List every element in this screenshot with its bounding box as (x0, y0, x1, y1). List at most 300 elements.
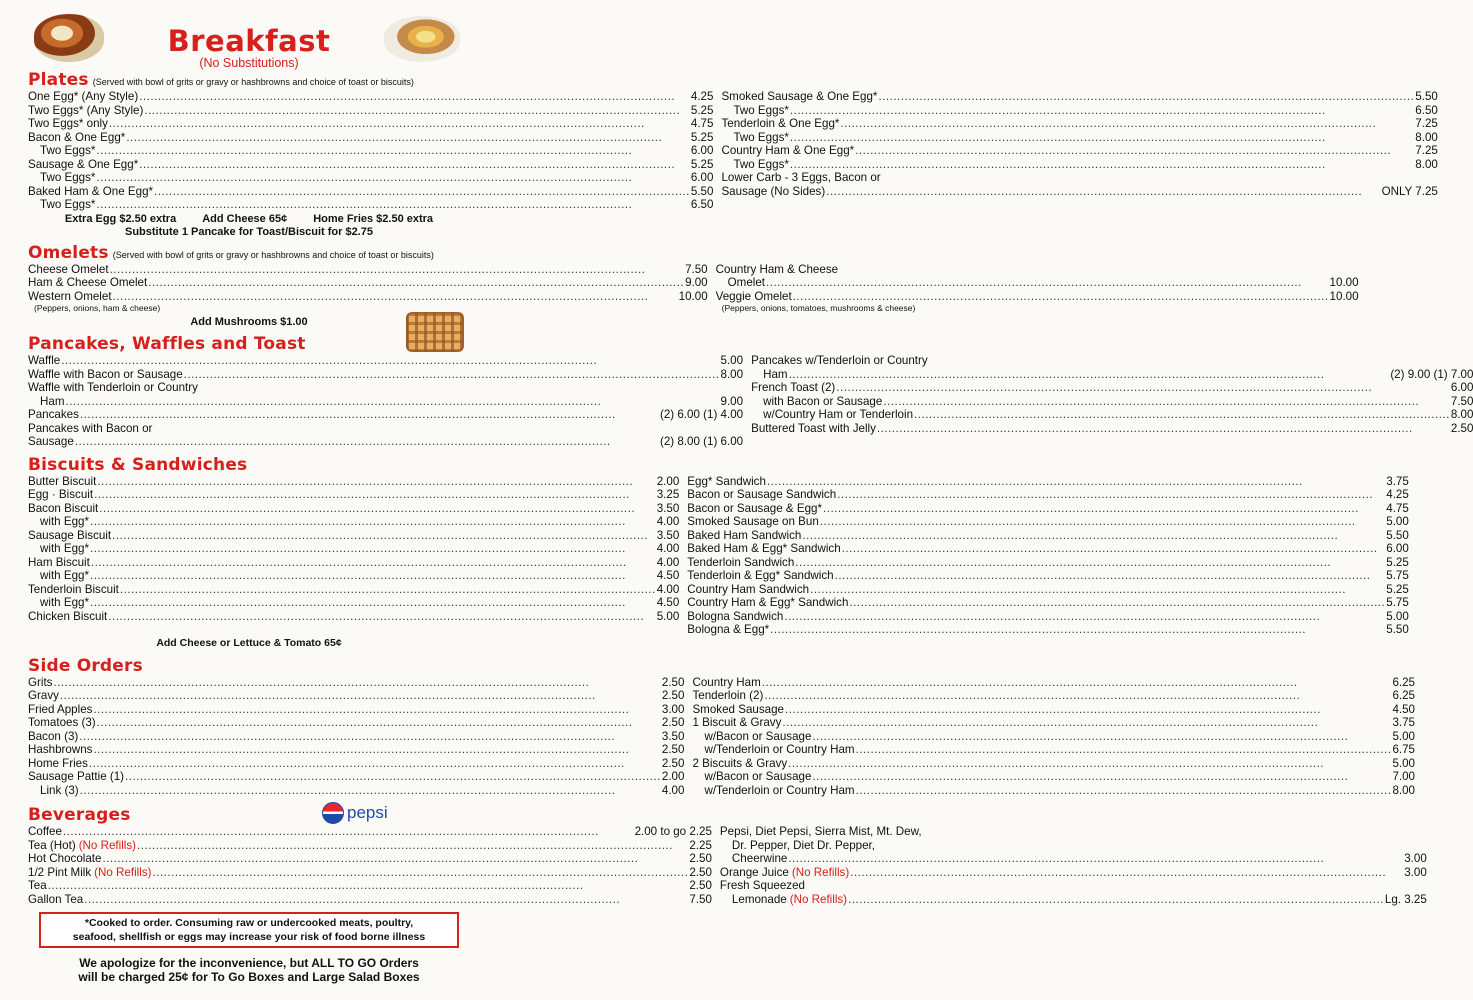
item-name: 1 Biscuit & Gravy (692, 716, 782, 729)
section-title: Beverages (28, 805, 131, 825)
item-name: Country Ham Sandwich (687, 582, 810, 596)
menu-item (751, 408, 1473, 422)
menu-item (687, 610, 1409, 624)
menu-item (692, 757, 1415, 771)
menu-item (28, 770, 684, 784)
menu-item (687, 515, 1409, 529)
no-refills-note: (No Refills) (791, 865, 850, 879)
item-name: Tenderloin & One Egg* (721, 117, 840, 130)
item-name: w/Tenderloin or Country Ham (704, 783, 855, 797)
item-price: 2.50 (689, 852, 712, 865)
dot-leader (93, 743, 660, 757)
menu-item (720, 879, 1427, 893)
dot-leader (770, 623, 1385, 637)
dot-leader (60, 689, 661, 703)
item-price: 3.75 (1392, 716, 1416, 729)
header (28, 0, 470, 68)
item-price: 5.00 (1386, 515, 1409, 528)
dot-leader (90, 542, 656, 556)
dot-leader (91, 556, 656, 570)
menu-item (28, 583, 679, 597)
item-price: 4.00 (656, 542, 680, 555)
item-price: (2) 8.00 (1) 6.00 (659, 435, 744, 448)
item-name: Coffee (28, 825, 62, 838)
item-price: 3.00 (661, 702, 685, 716)
item-price: 6.50 (1415, 103, 1438, 117)
item-name: Home Fries (28, 756, 88, 770)
item-name: Baked Ham Sandwich (687, 528, 802, 542)
dot-leader (65, 395, 719, 409)
item-price: 2.50 (689, 865, 712, 879)
item-name: Sausage Biscuit (28, 528, 112, 542)
warning-line-1: *Cooked to order. Consuming raw or undercooked meats, poultry, (84, 917, 414, 929)
section-note: (Served with bowl of grits or gravy or hashbrowns and choice of toast or biscuits) (92, 77, 414, 87)
pancakes-section (28, 334, 1473, 449)
item-price: 4.50 (1392, 702, 1416, 716)
menu-item (28, 475, 679, 489)
item-price: 7.00 (1392, 770, 1416, 783)
menu-item (28, 90, 713, 104)
item-name: Pancakes (28, 408, 79, 421)
item-price: 7.50 (685, 262, 708, 276)
pancakes-left-column (28, 354, 743, 449)
item-name: Sausage (28, 435, 74, 448)
omelets-right-column (716, 263, 1359, 304)
item-price: 3.50 (656, 501, 680, 515)
menu-item (687, 583, 1409, 597)
item-name: Bologna Sandwich (687, 609, 784, 623)
menu-item (28, 610, 679, 624)
menu-item (28, 290, 708, 304)
page-subtitle: (No Substitutions) (199, 56, 299, 70)
item-name: Two Eggs* only (28, 117, 108, 130)
item-price: 2.25 (689, 838, 712, 852)
omelets-left-column (28, 263, 708, 304)
menu-item (28, 117, 713, 131)
item-price: 6.00 (690, 171, 714, 184)
menu-item (28, 839, 712, 853)
dot-leader (820, 515, 1385, 529)
item-price: 4.25 (1386, 488, 1409, 501)
biscuits-section (28, 454, 1409, 650)
dot-leader (855, 144, 1414, 158)
menu-item (751, 422, 1473, 436)
item-name: Bacon (3) (28, 729, 79, 743)
item-name: Sausage & One Egg* (28, 157, 139, 171)
dot-leader (96, 144, 689, 158)
dot-leader (80, 408, 659, 422)
dot-leader (790, 131, 1414, 145)
section-note: (Served with bowl of grits or gravy or hashbrowns and choice of toast or biscuits) (112, 249, 434, 260)
item-price: (2) 9.00 (1) 7.00 (1390, 367, 1473, 381)
menu-item (721, 185, 1437, 199)
dot-leader (94, 488, 656, 502)
item-price: 2.50 (661, 743, 685, 756)
item-price: 6.50 (690, 198, 714, 211)
no-refills-note: (No Refills) (78, 838, 137, 852)
menu-item (28, 435, 743, 449)
item-price: ONLY 7.25 (1381, 184, 1438, 198)
item-price: 6.00 (690, 144, 714, 157)
veggie-omelet-note: (Peppers, onions, tomatoes, mushrooms & cheese) (721, 303, 916, 313)
menu-item (28, 381, 743, 395)
menu-item (692, 784, 1415, 798)
dot-leader (823, 502, 1385, 516)
menu-item (716, 290, 1359, 304)
item-price: 2.00 (661, 770, 685, 783)
item-price: 6.75 (1392, 743, 1416, 756)
item-price: 4.00 (656, 515, 680, 528)
menu-item (28, 515, 679, 529)
dot-leader (764, 689, 1391, 703)
no-refills-note: (No Refills) (94, 865, 152, 879)
menu-item (751, 395, 1473, 409)
menu-item (28, 408, 743, 422)
item-price: 5.00 (1392, 756, 1416, 770)
item-name: One Egg* (Any Style) (28, 90, 139, 103)
menu-item (28, 866, 712, 880)
menu-item (687, 502, 1409, 516)
dot-leader (137, 839, 688, 853)
dot-leader (767, 475, 1385, 489)
menu-item (687, 569, 1409, 583)
dot-leader (96, 171, 689, 185)
beverages-section (28, 805, 1427, 906)
item-name: Tenderloin Sandwich (687, 555, 795, 569)
menu-item (751, 354, 1473, 368)
item-price: 7.50 (689, 892, 712, 906)
item-price: 5.25 (690, 103, 714, 117)
dot-leader (766, 276, 1329, 290)
menu-item (692, 676, 1415, 690)
item-price: 5.25 (690, 130, 714, 144)
item-price: 4.50 (656, 596, 680, 609)
dot-leader (793, 290, 1329, 304)
item-price: 3.50 (656, 528, 680, 542)
item-price: 5.50 (690, 184, 714, 198)
dot-leader (789, 368, 1390, 382)
item-price: 5.75 (1386, 596, 1409, 609)
dot-leader (914, 408, 1450, 422)
menu-item (692, 703, 1415, 717)
item-name: Gravy (28, 689, 59, 702)
menu-item (721, 158, 1437, 172)
item-price: 2.50 (661, 756, 685, 770)
omelets-section (28, 242, 1359, 330)
item-price: 4.00 (661, 783, 685, 797)
menu-item (28, 276, 708, 290)
item-price: 10.00 (1329, 276, 1359, 289)
item-name: Egg* Sandwich (687, 474, 766, 488)
dot-leader (153, 866, 689, 880)
item-price: 5.00 (720, 354, 744, 367)
dot-leader (840, 117, 1414, 131)
item-name: Waffle with Bacon or Sausage (28, 367, 183, 381)
dot-leader (790, 158, 1414, 172)
menu-item (28, 893, 712, 907)
dot-leader (63, 825, 634, 839)
dot-leader (802, 529, 1385, 543)
item-price: 8.00 (1415, 130, 1438, 144)
item-name: Tenderloin Biscuit (28, 582, 119, 596)
menu-item (721, 90, 1437, 104)
menu-item (692, 730, 1415, 744)
item-name: Cheerwine (731, 852, 788, 865)
menu-item (716, 263, 1359, 277)
dot-leader (99, 502, 655, 516)
menu-item (692, 743, 1415, 757)
item-price: 6.25 (1392, 675, 1416, 689)
plates-section (28, 70, 1438, 239)
dot-leader (856, 743, 1392, 757)
warning-line-2: seafood, shellfish or eggs may increase your risk of food borne illness (72, 931, 426, 943)
menu-item (692, 689, 1415, 703)
menu-item (28, 556, 679, 570)
item-price: 7.25 (1415, 117, 1438, 130)
menu-item (28, 703, 684, 717)
menu-item (720, 866, 1427, 880)
item-name: Bacon & One Egg* (28, 130, 126, 144)
menu-item (28, 569, 679, 583)
no-refills-note: (No Refills) (789, 892, 848, 906)
dot-leader (812, 770, 1391, 784)
item-price: 10.00 (1329, 289, 1359, 303)
dot-leader (89, 757, 661, 771)
item-name: w/Tenderloin or Country Ham (704, 743, 855, 756)
dot-leader (784, 610, 1385, 624)
item-price: 6.00 (1386, 542, 1409, 555)
to-go-line-2: will be charged 25¢ for To Go Boxes and Large Salad Boxes (78, 970, 420, 984)
menu-item (28, 171, 713, 185)
item-price: 4.75 (1386, 501, 1409, 515)
menu-item (687, 488, 1409, 502)
item-price: 2.50 (1450, 421, 1473, 435)
dot-leader (788, 852, 1403, 866)
item-name: Smoked Sausage on Bun (687, 515, 819, 528)
item-name: Baked Ham & Egg* Sandwich (687, 542, 841, 555)
sides-right-column (692, 676, 1415, 798)
item-price: 5.00 (656, 609, 680, 623)
menu-item (28, 542, 679, 556)
menu-item (28, 596, 679, 610)
menu-item (28, 879, 712, 893)
pancakes-right-column (751, 354, 1473, 449)
item-name: Tenderloin & Egg* Sandwich (687, 569, 834, 582)
dot-leader (96, 198, 689, 212)
item-price: 5.50 (1386, 623, 1409, 636)
item-price: 7.50 (1450, 394, 1473, 408)
item-price: 6.25 (1392, 689, 1416, 702)
item-name: Chicken Biscuit (28, 609, 108, 623)
menu-item (28, 144, 713, 158)
item-name: Dr. Pepper, Diet Dr. Pepper, (731, 838, 875, 852)
item-price: 5.75 (1386, 569, 1409, 582)
item-name: Bacon or Sausage & Egg* (687, 501, 823, 515)
section-title: Plates (28, 70, 89, 90)
item-price: 10.00 (678, 289, 708, 303)
item-name: Lower Carb - 3 Eggs, Bacon or (721, 171, 881, 184)
cheese-lettuce-addon: Add Cheese or Lettuce & Tomato 65¢ (156, 636, 342, 649)
item-name: Egg · Biscuit (28, 488, 94, 501)
menu-item (28, 354, 743, 368)
item-name: Orange Juice (719, 865, 789, 879)
menu-item (28, 730, 684, 744)
item-name: 1/2 Pint Milk (28, 865, 92, 879)
menu-item (687, 542, 1409, 556)
item-name: Two Eggs* (Any Style) (28, 103, 144, 117)
menu-item (751, 368, 1473, 382)
sides-left-column (28, 676, 684, 798)
item-name: Two Eggs* (733, 130, 789, 144)
dot-leader (48, 879, 689, 893)
dot-leader (97, 475, 655, 489)
menu-item (720, 852, 1427, 866)
dot-leader (84, 893, 688, 907)
biscuits-left-column (28, 475, 679, 637)
plates-right-column (721, 90, 1437, 212)
dot-leader (850, 866, 1403, 880)
beverages-right-column (720, 825, 1427, 906)
dot-leader (112, 529, 656, 543)
menu-item (692, 770, 1415, 784)
item-name: Lemonade (731, 892, 787, 906)
menu-item (28, 852, 712, 866)
item-name: Waffle with Tenderloin or Country (28, 381, 198, 394)
dot-leader (125, 770, 661, 784)
beverages-left-column (28, 825, 712, 906)
menu-item (28, 757, 684, 771)
dot-leader (113, 290, 678, 304)
menu-item (721, 131, 1437, 145)
dot-leader (139, 90, 690, 104)
item-name: Sausage Pattie (1) (28, 770, 125, 783)
menu-item (28, 198, 713, 212)
menu-item (28, 185, 713, 199)
dot-leader (849, 596, 1385, 610)
menu-item (28, 422, 743, 436)
item-price: 8.00 (1415, 157, 1438, 171)
dot-leader (782, 716, 1391, 730)
item-price: 5.50 (1386, 528, 1409, 542)
item-name: Ham Biscuit (28, 555, 90, 569)
item-name: Two Eggs* (733, 103, 789, 117)
menu-item (28, 716, 684, 730)
item-name: w/Bacon or Sausage (704, 729, 812, 743)
item-name: Pancakes with Bacon or (28, 421, 153, 435)
dot-leader (883, 395, 1450, 409)
dot-leader (75, 435, 659, 449)
item-name: Cheese Omelet (28, 262, 109, 276)
menu-item (28, 368, 743, 382)
dot-leader (139, 158, 690, 172)
menu-item (28, 104, 713, 118)
item-price: 8.00 (720, 367, 744, 381)
menu-item (28, 395, 743, 409)
item-name: Grits (28, 675, 53, 689)
item-name: Hot Chocolate (28, 852, 102, 865)
item-price: 7.25 (1415, 144, 1438, 157)
to-go-notice (28, 956, 470, 984)
menu-item (687, 556, 1409, 570)
dot-leader (53, 676, 660, 690)
pepsi-globe-icon (322, 802, 344, 824)
menu-item (720, 893, 1427, 907)
menu-item (721, 104, 1437, 118)
dot-leader (154, 185, 690, 199)
item-price: 9.00 (720, 394, 744, 408)
dot-leader (877, 422, 1450, 436)
home-fries: Home Fries $2.50 extra (313, 212, 434, 225)
dot-leader (93, 703, 660, 717)
item-name: Bacon Biscuit (28, 501, 99, 515)
item-name: 2 Biscuits & Gravy (692, 756, 788, 770)
item-price: 4.50 (656, 569, 680, 582)
menu-item (721, 171, 1437, 185)
item-name: Two Eggs* (733, 157, 789, 171)
item-price: 4.75 (690, 117, 714, 130)
item-price: 2.50 (661, 716, 685, 729)
dot-leader (790, 104, 1414, 118)
menu-item (720, 825, 1427, 839)
item-price: 5.50 (1415, 90, 1438, 103)
menu-item (687, 623, 1409, 637)
page-title: Breakfast (167, 24, 331, 58)
dot-leader (126, 131, 690, 145)
item-name: with Egg* (40, 515, 89, 528)
breakfast-plate-photo (34, 14, 104, 62)
dot-leader (80, 784, 661, 798)
menu-item (751, 381, 1473, 395)
item-name: Pancakes w/Tenderloin or Country (751, 354, 928, 367)
dot-leader (148, 276, 684, 290)
item-price: 3.50 (661, 729, 685, 743)
item-name: Two Eggs* (40, 171, 96, 184)
item-price: 5.00 (1392, 729, 1416, 743)
item-price: 5.25 (690, 157, 714, 171)
item-name: with Bacon or Sausage (763, 394, 883, 408)
biscuits-right-column (687, 475, 1409, 637)
section-title: Omelets (28, 242, 109, 263)
dot-leader (878, 90, 1414, 104)
menu-item (720, 839, 1427, 853)
dot-leader (61, 354, 719, 368)
item-name: Buttered Toast with Jelly (751, 421, 876, 435)
pepsi-logo (322, 802, 388, 824)
item-price: 2.00 to go 2.25 (634, 825, 712, 838)
plates-left-column (28, 90, 713, 212)
item-price: 8.00 (1450, 408, 1473, 421)
add-cheese: Add Cheese 65¢ (202, 212, 288, 225)
dot-leader (836, 381, 1450, 395)
menu-item (687, 529, 1409, 543)
dot-leader (90, 515, 656, 529)
pepsi-wordmark: pepsi (347, 803, 388, 822)
item-name: Bacon or Sausage Sandwich (687, 488, 837, 501)
item-name: Hashbrowns (28, 743, 93, 756)
item-name: Smoked Sausage (692, 702, 784, 716)
mushrooms-addon: Add Mushrooms $1.00 (190, 316, 308, 328)
item-price: 3.00 (1404, 865, 1427, 879)
item-name: Omelet (727, 276, 766, 289)
item-name: Country Ham (692, 675, 761, 689)
food-safety-warning (39, 912, 459, 948)
dot-leader (810, 583, 1385, 597)
item-price: 2.50 (689, 879, 712, 892)
waffle-photo (406, 312, 464, 352)
dot-leader (856, 784, 1392, 798)
dot-leader (110, 263, 685, 277)
dot-leader (837, 488, 1385, 502)
